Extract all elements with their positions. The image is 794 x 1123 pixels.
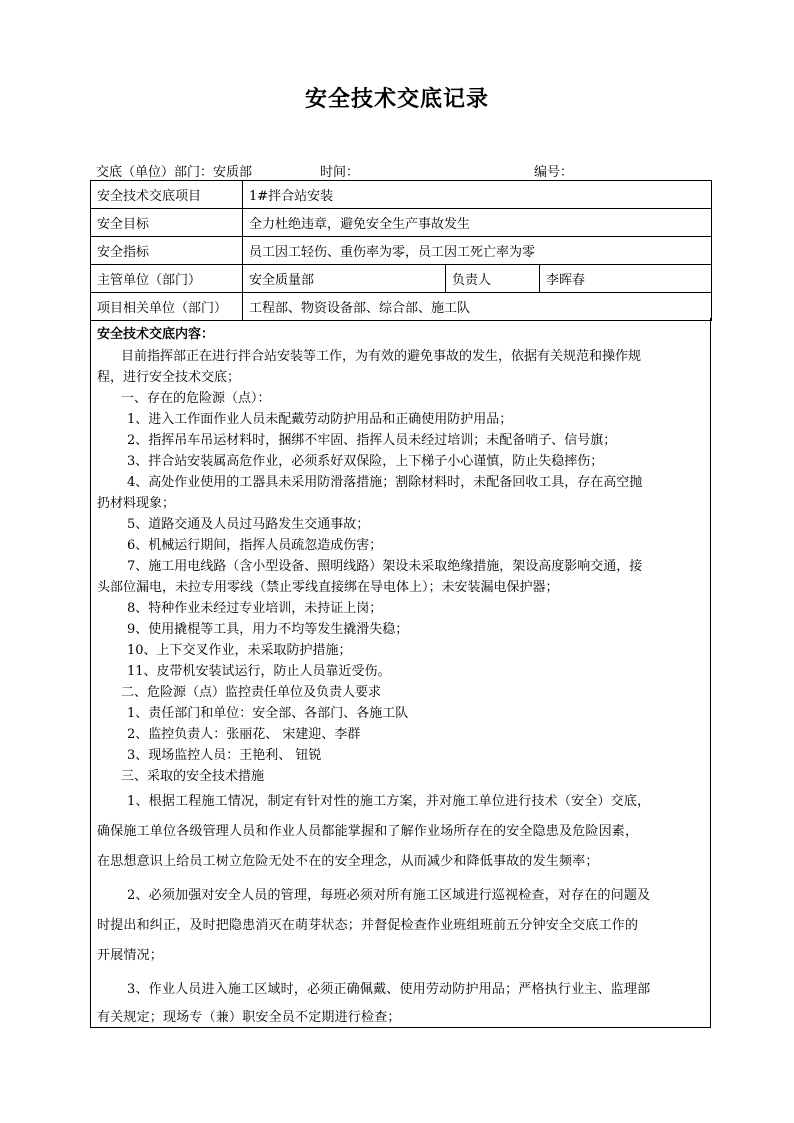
content-line: 目前指挥部正在进行拌合站安装等工作，为有效的避免事故的发生，依据有关规范和操作规 <box>121 349 642 364</box>
content-line: 2、必须加强对安全人员的管理，每班必须对所有施工区域进行巡视检查，对存在的问题及 <box>127 888 651 903</box>
related-value: 工程部、物资设备部、综合部、施工队 <box>243 293 712 321</box>
unit-label: 主管单位（部门） <box>91 265 243 293</box>
content-line: 6、机械运行期间，指挥人员疏忽造成伤害； <box>127 538 383 553</box>
content-line: 三、采取的安全技术措施 <box>121 769 265 784</box>
time-field: 时间： <box>320 165 360 180</box>
content-box <box>90 318 711 1028</box>
content-line: 头部位漏电，未拉专用零线（禁止零线直接绑在导电体上）；未安装漏电保护器； <box>97 580 559 595</box>
indicator-label: 安全指标 <box>91 237 243 265</box>
project-label: 安全技术交底项目 <box>91 181 243 209</box>
content-line: 确保施工单位各级管理人员和作业人员都能掌握和了解作业场所存在的安全隐患及危险因素， <box>97 824 639 839</box>
content-line: 3、作业人员进入施工区域时，必须正确佩戴、使用劳动防护用品；严格执行业主、监理部 <box>127 982 651 997</box>
content-line: 时提出和纠正，及时把隐患消灭在萌芽状态；并督促检查作业班组班前五分钟安全交底工作的 <box>97 918 639 933</box>
table-row <box>91 209 712 237</box>
content-line: 1、责任部门和单位：安全部、各部门、各施工队 <box>127 706 409 721</box>
content-line: 2、指挥吊车吊运材料时，捆绑不牢固、指挥人员未经过培训；未配备哨子、信号旗； <box>127 433 617 448</box>
content-line: 9、使用撬棍等工具，用力不均等发生撬滑失稳； <box>127 622 409 637</box>
content-line: 二、危险源（点）监控责任单位及负责人要求 <box>121 685 382 700</box>
number-field: 编号： <box>534 165 574 180</box>
content-line: 1、根据工程施工情况，制定有针对性的施工方案，并对施工单位进行技术（安全）交底， <box>127 794 651 809</box>
leader-label: 负责人 <box>446 265 540 293</box>
content-line: 有关规定；现场专（兼）职安全员不定期进行检查； <box>97 1010 401 1025</box>
unit-value: 安全质量部 <box>243 265 446 293</box>
content-heading: 安全技术交底内容： <box>97 327 215 342</box>
indicator-value: 员工因工轻伤、重伤率为零，员工因工死亡率为零 <box>243 237 712 265</box>
content-line: 1、进入工作面作业人员未配戴劳动防护用品和正确使用防护用品； <box>127 412 513 427</box>
content-line: 10、上下交叉作业，未采取防护措施； <box>127 643 352 658</box>
content-line: 3、拌合站安装属高危作业，必须系好双保险，上下梯子小心谨慎，防止失稳摔伤； <box>127 454 604 469</box>
goal-label: 安全目标 <box>91 209 243 237</box>
content-line: 7、施工用电线路（含小型设备、照明线路）架设未采取绝缘措施，架设高度影响交通，接 <box>127 559 643 574</box>
content-line: 2、监控负责人：张丽花、 宋建迎、李群 <box>127 727 361 742</box>
document-title: 安全技术交底记录 <box>304 86 489 112</box>
goal-value: 全力杜绝违章，避免安全生产事故发生 <box>243 209 712 237</box>
department-field: 交底（单位）部门：安质部 <box>96 165 253 180</box>
table-row <box>91 293 712 321</box>
project-value: 1#拌合站安装 <box>243 181 712 209</box>
related-label: 项目相关单位（部门） <box>91 293 243 321</box>
content-line: 开展情况； <box>97 948 164 963</box>
document-meta <box>96 161 716 179</box>
content-line: 在思想意识上给员工树立危险无处不在的安全理念，从而减少和降低事故的发生频率； <box>97 854 599 869</box>
content-line: 一、存在的危险源（点）： <box>121 391 271 406</box>
table-row <box>91 181 712 209</box>
table-row <box>91 265 712 293</box>
table-row <box>91 237 712 265</box>
content-line: 5、道路交通及人员过马路发生交通事故； <box>127 517 370 532</box>
content-line: 程，进行安全技术交底； <box>97 370 241 385</box>
leader-value: 李晖春 <box>540 265 712 293</box>
content-line: 3、现场监控人员：王艳利、 钮锐 <box>127 748 322 763</box>
content-line: 11、皮带机安装试运行，防止人员靠近受伤。 <box>127 664 391 679</box>
content-line: 8、特种作业未经过专业培训，未持证上岗； <box>127 601 383 616</box>
info-table <box>90 180 712 321</box>
content-line: 扔材料现象； <box>97 496 176 511</box>
content-line: 4、高处作业使用的工器具未采用防滑落措施；割除材料时，未配备回收工具，存在高空抛 <box>127 475 643 490</box>
